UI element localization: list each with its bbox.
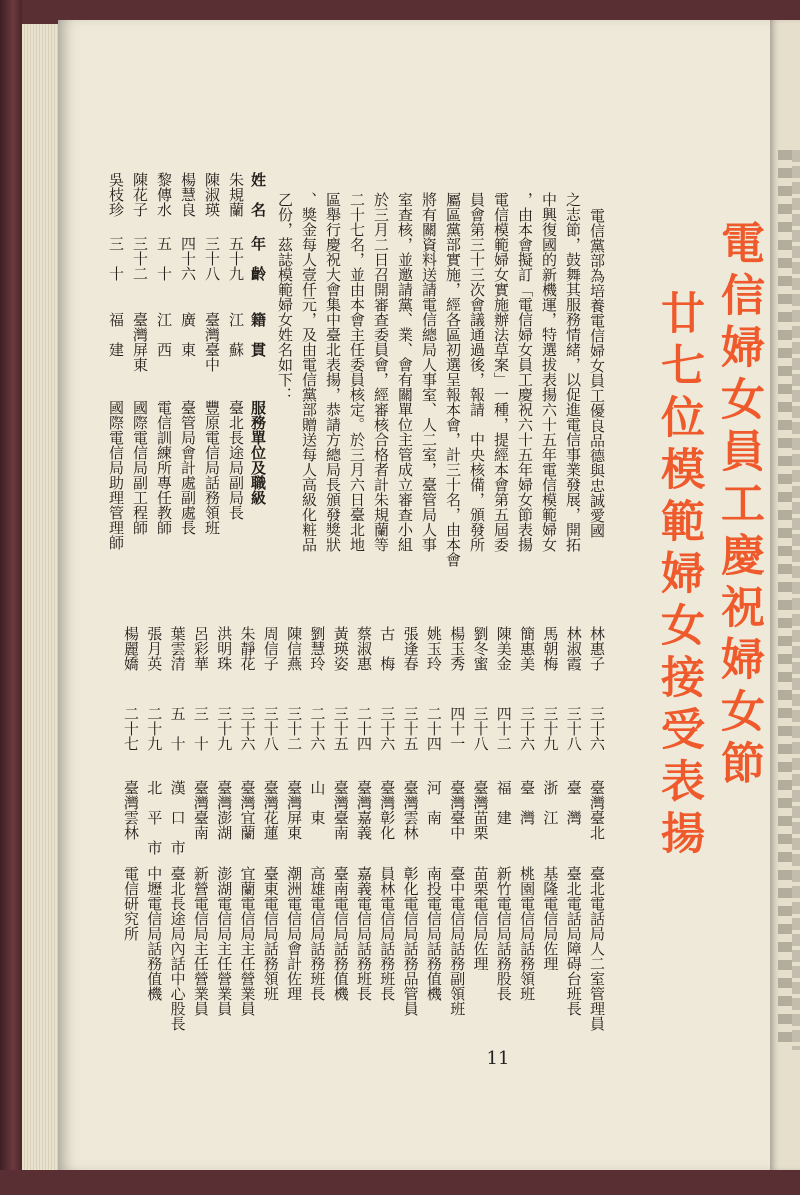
honoree-unit: 高雄電信局話務班長: [308, 866, 327, 1001]
honoree-name: 張月英: [145, 626, 164, 671]
honoree-name: 簡惠美: [518, 626, 537, 671]
paragraph-line: 屬區黨部實施，經各區初選呈報本會，計三十名，由本會: [444, 192, 462, 567]
honoree-origin: 山 東: [308, 780, 327, 825]
honoree-origin: 臺灣臺中: [203, 312, 221, 372]
honoree-origin: 臺灣臺南: [331, 780, 350, 840]
honoree-unit: 南投電信局話務值機: [424, 866, 443, 1001]
honoree-origin: 臺灣花蓮: [261, 780, 280, 840]
honoree-unit: 桃園電信局話務領班: [518, 866, 537, 1001]
paragraph-line: 於三月二日召開審查委員會，經審核合格者計朱規蘭等: [372, 192, 390, 552]
honoree-unit: 電信訓練所專任教師: [155, 400, 173, 535]
paragraph-line: 中興復國的新機運，特選拔表揚六十五年電信模範婦女: [540, 192, 558, 552]
honoree-unit: 苗栗電信局佐理: [471, 866, 490, 971]
honoree-name: 古 梅: [378, 626, 397, 671]
honoree-name: 陳美金: [494, 626, 513, 671]
honoree-origin: 臺灣臺中: [448, 780, 467, 840]
honoree-unit: 中壢電信局話務值機: [145, 866, 164, 1001]
honoree-unit: 宜蘭電信局主任營業員: [238, 866, 257, 1016]
honoree-age: 三十二: [131, 236, 149, 281]
honoree-unit: 臺北電話局障碍台班長: [564, 866, 583, 1016]
honoree-unit: 嘉義電信局話務班長: [355, 866, 373, 1001]
paragraph-line: 將有關資料送請電信總局人事室、人二室，臺管局人事: [420, 192, 438, 552]
honoree-name: 陳淑瑛: [203, 172, 221, 217]
paragraph-line: 區舉行慶祝大會集中臺北表揚，恭請方總局長頒發獎狀: [324, 192, 342, 552]
honoree-origin: 臺灣雲林: [122, 780, 140, 840]
honoree-name: 楊玉秀: [448, 626, 467, 671]
honoree-name: 馬朝梅: [541, 626, 560, 671]
honoree-unit: 潮洲電信局會計佐理: [285, 866, 304, 1001]
honoree-name: 陳信燕: [285, 626, 304, 671]
honoree-name: 周信子: [261, 626, 280, 671]
honoree-age: 三 十: [107, 236, 125, 281]
paragraph-line: 、獎金每人壹仟元，及由電信黨部贈送每人高級化粧品: [300, 192, 318, 552]
honoree-unit: 臺北電話局人二室管理員: [588, 866, 606, 1031]
honoree-origin: 臺灣苗栗: [471, 780, 490, 840]
honoree-age: 三十六: [518, 706, 537, 751]
honoree-age: 三十八: [261, 706, 280, 751]
honoree-age: 三十五: [401, 706, 420, 751]
page-number: 11: [486, 1048, 510, 1069]
paragraph-line: 電信模範婦女實施辦法草案」一種，提經本會第五屆委: [492, 192, 510, 552]
honoree-age: 三 十: [191, 706, 210, 751]
paragraph-line: 之志節，鼓舞其服務情緒，以促進電信事業發展，開拓: [564, 192, 582, 552]
honoree-origin: 浙 江: [541, 780, 560, 825]
honoree-name: 林淑霞: [564, 626, 583, 671]
honoree-origin: 江 蘇: [227, 312, 245, 357]
book-binding: [0, 0, 22, 1195]
honoree-name: 陳花子: [131, 172, 149, 217]
honoree-name: 吳枝珍: [107, 172, 125, 217]
honoree-unit: 臺南電信局話務值機: [331, 866, 350, 1001]
honoree-name: 朱靜花: [238, 626, 257, 671]
honoree-age: 四十六: [179, 236, 197, 281]
article-title-line2: 廿七位模範婦女接受表揚: [653, 290, 704, 862]
honoree-unit: 臺北長途局內話中心股長: [168, 866, 187, 1031]
honoree-unit: 彰化電信局話務品管員: [401, 866, 420, 1016]
honoree-age: 三十八: [564, 706, 583, 751]
book-page: [58, 20, 770, 1170]
honoree-age: 四十一: [448, 706, 467, 751]
honoree-origin: 臺灣屏東: [131, 312, 149, 372]
honoree-origin: 臺灣彰化: [378, 780, 397, 840]
honoree-origin: 臺 灣: [564, 780, 583, 825]
honoree-name: 蔡淑惠: [355, 626, 373, 671]
honoree-origin: 臺灣澎湖: [215, 780, 234, 840]
honoree-unit: 國際電信局副工程師: [131, 400, 149, 535]
honoree-age: 二十七: [122, 706, 140, 751]
paragraph-line: 二十七名，並由本會主任委員核定。於三月六日臺北地: [348, 192, 366, 552]
honoree-name: 呂彩華: [191, 626, 210, 671]
honoree-origin: 臺灣臺南: [191, 780, 210, 840]
paragraph-line: 電信黨部為培養電信婦女員工優良品德與忠誠愛國: [588, 208, 606, 538]
honoree-age: 五 十: [168, 706, 187, 751]
honoree-origin: 臺灣屏東: [285, 780, 304, 840]
honoree-origin: 臺灣宜蘭: [238, 780, 257, 840]
paragraph-line: 室查核，並邀請黨、業、會有關單位主管成立審查小組: [396, 192, 414, 552]
honoree-age: 三十六: [378, 706, 397, 751]
paragraph-line: ，由本會擬訂「電信婦女員工慶祝六十五年婦女節表揚: [516, 192, 534, 552]
honoree-origin: 江 西: [155, 312, 173, 357]
page-edges: [22, 10, 62, 1184]
honoree-name: 林惠子: [588, 626, 606, 671]
honoree-origin: 臺灣嘉義: [355, 780, 373, 840]
honoree-unit: 臺北長途局副局長: [227, 400, 245, 520]
honoree-unit: 臺中電信局話務副領班: [448, 866, 467, 1016]
honoree-age: 五 十: [155, 236, 173, 281]
honoree-age: 三十二: [285, 706, 304, 751]
paragraph-line: 乙份，茲誌模範婦女姓名如下：: [276, 192, 294, 402]
honoree-name: 劉慧玲: [308, 626, 327, 671]
header-name: 姓 名: [249, 172, 267, 217]
honoree-age: 三十六: [588, 706, 606, 751]
honoree-unit: 臺東電信局話務領班: [261, 866, 280, 1001]
honoree-age: 三十八: [203, 236, 221, 281]
honoree-age: 二十六: [308, 706, 327, 751]
honoree-origin: 臺灣雲林: [401, 780, 420, 840]
honoree-unit: 新營電信局主任營業員: [191, 866, 210, 1016]
honoree-age: 二十九: [145, 706, 164, 751]
honoree-age: 三十五: [331, 706, 350, 751]
honoree-unit: 國際電信局助理管理師: [107, 400, 125, 550]
honoree-unit: 臺管局會計處副處長: [179, 400, 197, 535]
header-origin: 籍 貫: [249, 312, 267, 357]
honoree-name: 朱規蘭: [227, 172, 245, 217]
honoree-name: 楊慧良: [179, 172, 197, 217]
honoree-age: 四十二: [494, 706, 513, 751]
honoree-age: 三十八: [471, 706, 490, 751]
honoree-age: 三十六: [238, 706, 257, 751]
honoree-unit: 新竹電信局話務股長: [494, 866, 513, 1001]
honoree-unit: 基隆電信局佐理: [541, 866, 560, 971]
book-cover-bottom: [0, 1170, 800, 1195]
honoree-age: 二十四: [424, 706, 443, 751]
honoree-name: 姚玉玲: [424, 626, 443, 671]
honoree-name: 劉冬蜜: [471, 626, 490, 671]
honoree-name: 洪明珠: [215, 626, 234, 671]
honoree-origin: 北 平 市: [145, 780, 164, 855]
honoree-origin: 福 建: [107, 312, 125, 357]
honoree-age: 三十九: [215, 706, 234, 751]
header-unit: 服務單位及職級: [249, 400, 267, 505]
honoree-origin: 廣 東: [179, 312, 197, 357]
honoree-name: 楊麗嬌: [122, 626, 140, 671]
honoree-origin: 漢 口 市: [168, 780, 187, 855]
honoree-unit: 電信研究所: [122, 866, 140, 941]
honoree-name: 黃瑛姿: [331, 626, 350, 671]
honoree-age: 三十九: [541, 706, 560, 751]
honoree-origin: 福 建: [494, 780, 513, 825]
honoree-age: 二十四: [355, 706, 373, 751]
honoree-origin: 臺灣臺北: [588, 780, 606, 840]
honoree-unit: 員林電信局話務班長: [378, 866, 397, 1001]
paragraph-line: 員會第三十三次會議通過後，報請 中央核備，頒發所: [468, 192, 486, 552]
honoree-name: 張逢春: [401, 626, 420, 671]
honoree-origin: 河 南: [424, 780, 443, 825]
honoree-unit: 豐原電信局話務領班: [203, 400, 221, 535]
article-title-line1: 電信婦女員工慶祝婦女節: [713, 220, 764, 792]
honoree-origin: 臺 灣: [518, 780, 537, 825]
honoree-unit: 澎湖電信局主任營業員: [215, 866, 234, 1016]
header-age: 年 齡: [249, 236, 267, 281]
honoree-name: 黎傳水: [155, 172, 173, 217]
next-page-edge: [770, 20, 800, 1170]
honoree-age: 五十九: [227, 236, 245, 281]
honoree-name: 葉雲清: [168, 626, 187, 671]
